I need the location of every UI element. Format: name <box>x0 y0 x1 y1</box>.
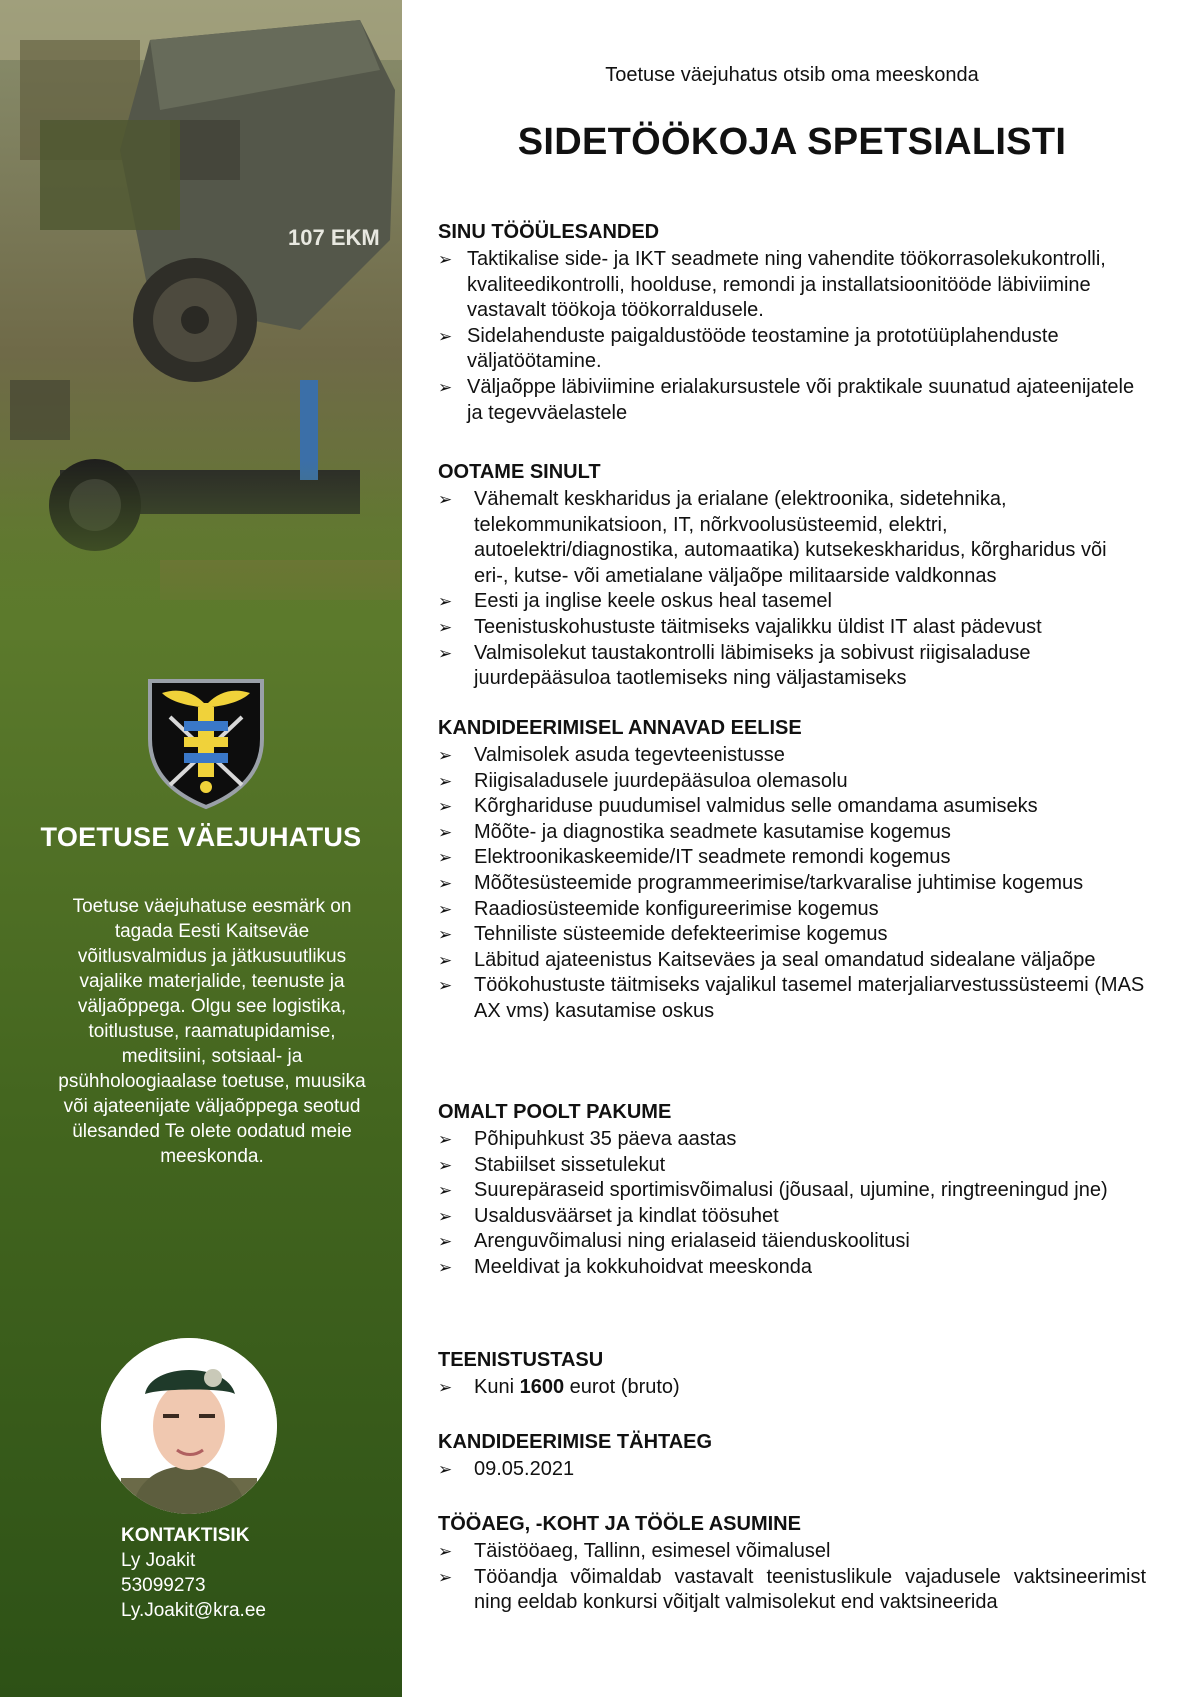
arrow-bullet-icon: ➢ <box>438 1181 453 1201</box>
requirements-list <box>438 487 1146 692</box>
workshop-illustration <box>0 0 402 640</box>
offer-list <box>438 1127 1146 1281</box>
arrow-bullet-icon: ➢ <box>438 377 453 397</box>
section-title: TEENISTUSTASU <box>438 1349 604 1371</box>
arrow-bullet-icon: ➢ <box>438 250 453 269</box>
list-item: ➢ Taktikalise side- ja IKT seadmete ning vahendite töökorrasolekukontrolli, kvaliteedikontrolli, hoolduse, remondi ja installatsioonitööde läbiviimine vastavalt töökoja töökorraldusele. <box>438 248 1106 322</box>
deadline-date: 09.05.2021 <box>474 1458 575 1480</box>
person-portrait-icon <box>101 1338 277 1514</box>
list-item: ➢ Arenguvõimalusi ning erialaseid täienduskoolitusi <box>438 1229 1146 1255</box>
arrow-bullet-icon: ➢ <box>438 1460 453 1479</box>
duties-list <box>438 247 1146 426</box>
section-requirements <box>438 460 1146 692</box>
section-deadline <box>438 1430 1146 1483</box>
section-title: KANDIDEERIMISE TÄHTAEG <box>438 1431 713 1453</box>
section-title: OMALT POOLT PAKUME <box>438 1101 672 1123</box>
list-item: ➢ Väljaõppe läbiviimine erialakursustele või praktikale suunatud ajateenijatele ja tegevväelastele <box>438 375 1135 424</box>
contact-label: KONTAKTISIK <box>121 1525 250 1546</box>
section-title: KANDIDEERIMISEL ANNAVAD EELISE <box>438 717 802 739</box>
arrow-bullet-icon: ➢ <box>438 848 453 868</box>
arrow-bullet-icon: ➢ <box>438 326 453 346</box>
unit-description: Toetuse väejuhatuse eesmärk on tagada Eesti Kaitseväe võitlusvalmidus ja jätkusuutlikus vajalike materjalide, teenuste ja väljaõppega. Olgu see logistika, toitlustuse, raamatupidamise, meditsiini, sotsiaal- ja psühholoogiaalase toetuse, muusika või ajateenijate väljaõppega seotud ülesanded Te olete oodatud meie meeskonda. <box>58 896 366 1167</box>
list-item: ➢ Elektroonikaskeemide/IT seadmete remondi kogemus <box>438 845 1146 871</box>
arrow-bullet-icon: ➢ <box>438 643 453 663</box>
contact-name: Ly Joakit <box>121 1550 196 1571</box>
arrow-bullet-icon: ➢ <box>438 617 453 637</box>
section-duties <box>438 220 1146 426</box>
list-item: ➢ Mõõte- ja diagnostika seadmete kasutamise kogemus <box>438 820 1146 846</box>
arrow-bullet-icon: ➢ <box>438 490 453 509</box>
arrow-bullet-icon: ➢ <box>438 1378 453 1397</box>
arrow-bullet-icon: ➢ <box>438 797 453 817</box>
salary-list <box>438 1375 1146 1401</box>
arrow-bullet-icon: ➢ <box>438 1155 453 1175</box>
main-header <box>438 64 1146 164</box>
list-item: ➢ Riigisaladusele juurdepääsuloa olemasolu <box>438 769 1146 795</box>
list-item: ➢ Usaldusväärset ja kindlat töösuhet <box>438 1204 1146 1230</box>
page-title: SIDETÖÖKOJA SPETSIALISTI <box>517 121 1067 163</box>
contact-avatar <box>101 1338 277 1514</box>
lead-text: Toetuse väejuhatus otsib oma meeskonda <box>605 64 979 86</box>
arrow-bullet-icon: ➢ <box>438 873 453 893</box>
list-item: ➢ Valmisolek asuda tegevteenistusse <box>438 743 1146 769</box>
section-offer <box>438 1100 1146 1281</box>
salary-amount: 1600 <box>519 1376 565 1398</box>
list-item: ➢ Raadiosüsteemide konfigureerimise kogemus <box>438 897 1146 923</box>
arrow-bullet-icon: ➢ <box>438 1257 453 1277</box>
list-item: ➢ Kuni 1600 eurot (bruto) <box>438 1375 1146 1401</box>
list-item: ➢ Põhipuhkust 35 päeva aastas <box>438 1127 1146 1153</box>
arrow-bullet-icon: ➢ <box>438 592 453 612</box>
list-item: ➢ Tööandja võimaldab vastavalt teenistuslikule vajadusele vaktsineerimist ning eeldab konkursi võitjalt valmisolekut end vaktsineerida <box>438 1565 1146 1614</box>
arrow-bullet-icon: ➢ <box>438 746 453 765</box>
list-item: ➢ Täistööaeg, Tallinn, esimesel võimalusel <box>438 1539 1146 1565</box>
arrow-bullet-icon: ➢ <box>438 899 453 919</box>
unit-emblem <box>146 677 266 810</box>
list-item: ➢ Kõrghariduse puudumisel valmidus selle omandama asumiseks <box>438 794 1146 820</box>
list-item: ➢ Sidelahenduste paigaldustööde teostamine ja prototüüplahenduste väljatöötamine. <box>438 324 1059 373</box>
section-title: SINU TÖÖÜLESANDED <box>438 221 660 243</box>
list-item: ➢ Suurepäraseid sportimisvõimalusi (jõusaal, ujumine, ringtreeningud jne) <box>438 1178 1146 1204</box>
list-item: ➢ Läbitud ajateenistus Kaitseväes ja seal omandatud sidealane väljaõpe <box>438 948 1146 974</box>
arrow-bullet-icon: ➢ <box>438 1130 453 1149</box>
contact-block <box>121 1523 266 1623</box>
section-title: TÖÖAEG, -KOHT JA TÖÖLE ASUMINE <box>438 1513 801 1535</box>
arrow-bullet-icon: ➢ <box>438 925 453 945</box>
list-item: ➢ Stabiilset sissetulekut <box>438 1153 1146 1179</box>
arrow-bullet-icon: ➢ <box>438 976 453 996</box>
arrow-bullet-icon: ➢ <box>438 1232 453 1252</box>
section-salary <box>438 1348 1146 1401</box>
sidebar <box>0 0 402 1697</box>
list-item: ➢ Mõõtesüsteemide programmeerimise/tarkvaralise juhtimise kogemus <box>438 871 1146 897</box>
section-advantages <box>438 716 1146 1025</box>
list-item: ➢ Tehniliste süsteemide defekteerimise kogemus <box>438 922 1146 948</box>
contact-phone: 53099273 <box>121 1575 206 1596</box>
arrow-bullet-icon: ➢ <box>438 822 453 842</box>
list-item: ➢ Eesti ja inglise keele oskus heal tasemel <box>438 589 1146 615</box>
list-item: ➢ Teenistuskohustuste täitmiseks vajalikku üldist IT alast pädevust <box>438 615 1146 641</box>
arrow-bullet-icon: ➢ <box>438 1567 453 1587</box>
list-item: ➢ Töökohustuste täitmiseks vajalikul tasemel materjaliarvestussüsteemi (MAS AX vms) kasutamise oskus <box>438 974 1145 1022</box>
advantages-list <box>438 743 1146 1025</box>
list-item: ➢ Meeldivat ja kokkuhoidvat meeskonda <box>438 1255 1146 1281</box>
section-worktime <box>438 1512 1146 1616</box>
arrow-bullet-icon: ➢ <box>438 950 453 970</box>
list-item <box>438 1457 1146 1483</box>
arrow-bullet-icon: ➢ <box>438 1206 453 1226</box>
vehicle-number-text: 107 EKM <box>288 225 380 250</box>
arrow-bullet-icon: ➢ <box>438 1542 453 1561</box>
workshop-photo <box>0 0 402 640</box>
list-item: ➢ Vähemalt keskharidus ja erialane (elektroonika, sidetehnika, telekommunikatsioon, IT, nõrkvoolusüsteemid, elektri, autoelektri/diagnostika, automaatika) kutsekeskharidus, kõrgharidus või eri-, kutse- või ametialane väljaõpe militaarside valdkonnas <box>438 488 1107 587</box>
list-item: ➢ Valmisolekut taustakontrolli läbimiseks ja sobivust riigisaladuse juurdepääsuloa taotlemiseks ning väljastamiseks <box>438 641 1031 690</box>
shield-icon <box>146 677 266 810</box>
worktime-list <box>438 1539 1146 1616</box>
unit-title: TOETUSE VÄEJUHATUS <box>40 822 362 852</box>
arrow-bullet-icon: ➢ <box>438 771 453 791</box>
contact-email: Ly.Joakit@kra.ee <box>121 1600 266 1621</box>
section-title: OOTAME SINULT <box>438 461 601 483</box>
deadline-list <box>438 1457 1146 1483</box>
